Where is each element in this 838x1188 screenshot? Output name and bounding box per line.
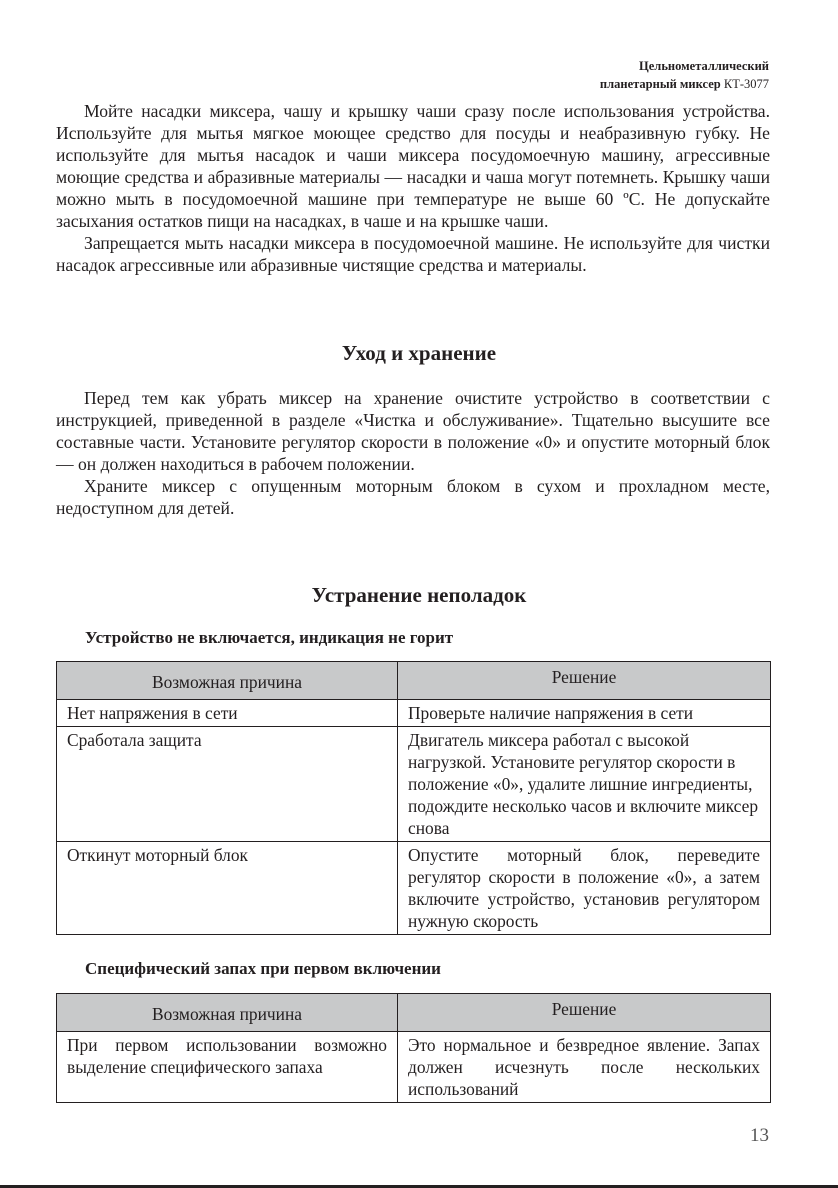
care-paragraph-2: Храните миксер с опущенным моторным блоком в сухом и прохладном месте, недоступном для детей.: [56, 476, 770, 518]
table-header-row: [57, 994, 771, 1032]
header-line-2: [600, 75, 769, 93]
header-model: КТ-3077: [723, 77, 769, 91]
table1-heading: Устройство не включается, индикация не горит: [85, 628, 454, 647]
cause-cell: Нет напряжения в сети: [57, 700, 398, 727]
table-row: [57, 1032, 771, 1103]
troubleshooting-title: Устранение неполадок: [311, 583, 527, 607]
cause-cell: Откинут моторный блок: [57, 842, 398, 935]
table-row: [57, 700, 771, 727]
cause-cell: При первом использовании возможно выделение специфического запаха: [57, 1032, 398, 1103]
solution-cell: Двигатель миксера работал с высокой нагрузкой. Установите регулятор скорости в положение «0», удалите лишние ингредиенты, подождите несколько часов и включите миксер снова: [398, 727, 771, 842]
cause-cell: Сработала защита: [57, 727, 398, 842]
cleaning-paragraph-2: Запрещается мыть насадки миксера в посудомоечной машине. Не используйте для чистки насадок агрессивные или абразивные чистящие средства и материалы.: [56, 233, 770, 275]
column-header-solution: Решение: [398, 994, 771, 1032]
running-header: [600, 57, 769, 93]
column-header-cause: Возможная причина: [57, 994, 398, 1032]
troubleshooting-table-2: [56, 993, 771, 1103]
page-number: 13: [750, 1125, 769, 1146]
column-header-solution: Решение: [398, 662, 771, 700]
table2-heading: Специфический запах при первом включении: [85, 959, 441, 978]
care-paragraph-1: Перед тем как убрать миксер на хранение очистите устройство в соответствии с инструкцией, приведенной в разделе «Чистка и обслуживание». Тщательно высушите все составные части. Установите регулятор скорости в положение «0» и опустите моторный блок — он должен находиться в рабочем положении.: [56, 388, 770, 474]
troubleshooting-table-1: [56, 661, 771, 935]
solution-cell: Опустите моторный блок, переведите регулятор скорости в положение «0», а затем включите устройство, установив регулятором нужную скорость: [398, 842, 771, 935]
column-header-cause: Возможная причина: [57, 662, 398, 700]
cleaning-paragraph-1: Мойте насадки миксера, чашу и крышку чаши сразу после использования устройства. Используйте для мытья мягкое моющее средство для посуды и неабразивную губку. Не используйте для мытья насадок и чаши миксера посудомоечную машину, агрессивные моющие средства и абразивные материалы — насадки и чаша могут потемнеть. Крышку чаши можно мыть в посудомоечной машине при температуре не выше 60 ºС. Не допускайте засыхания остатков пищи на насадках, в чаше и на крышке чаши.: [56, 101, 770, 231]
solution-cell: Проверьте наличие напряжения в сети: [398, 700, 771, 727]
header-product: планетарный миксер: [599, 77, 721, 91]
solution-cell: Это нормальное и безвредное явление. Запах должен исчезнуть после нескольких использований: [398, 1032, 771, 1103]
table-header-row: [57, 662, 771, 700]
table-row: [57, 727, 771, 842]
table-row: [57, 842, 771, 935]
header-line-1: Цельнометаллический: [639, 59, 769, 73]
care-title: Уход и хранение: [341, 341, 497, 365]
